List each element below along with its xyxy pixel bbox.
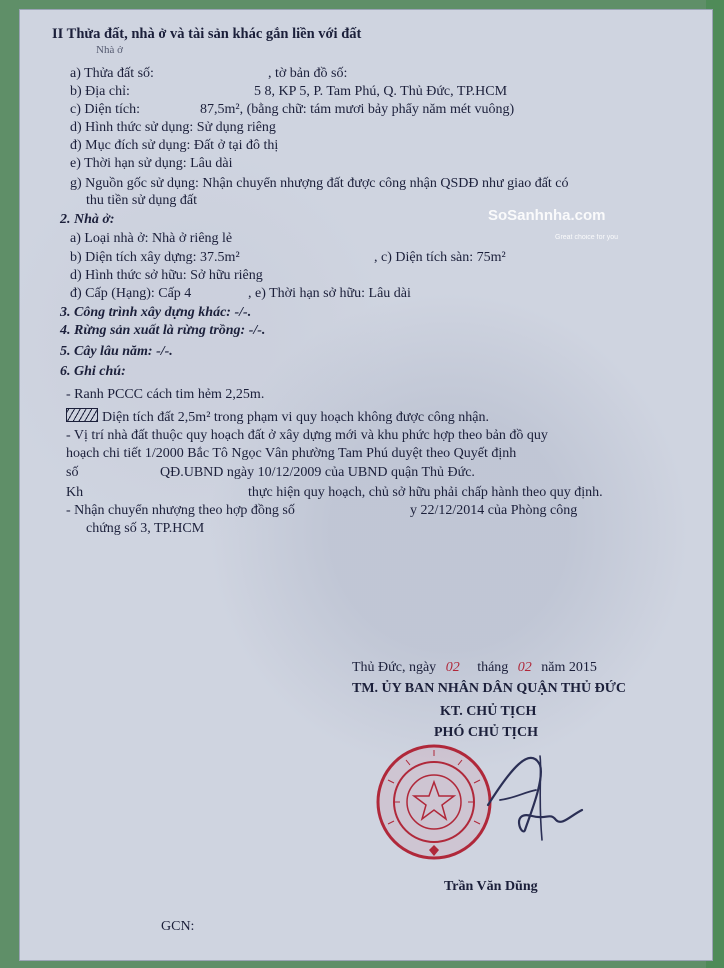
- signer-name: Trần Văn Dũng: [444, 879, 538, 894]
- signature-icon: [470, 750, 590, 845]
- use-term: e) Thời hạn sử dụng: Lâu dài: [70, 156, 233, 171]
- use-form: d) Hình thức sử dụng: Sử dụng riêng: [70, 120, 276, 135]
- section4: 4. Rừng sản xuất là rừng trồng: -/-.: [60, 323, 266, 338]
- date-prefix: Thủ Đức, ngày: [352, 660, 437, 675]
- note-4-line-1a: - Nhận chuyển nhượng theo hợp đồng số: [66, 503, 295, 518]
- note-2-row: [66, 408, 489, 426]
- section1-title: II Thửa đất, nhà ở và tài sản khác gắn liền với đất: [52, 26, 362, 42]
- signer-title-2: PHÓ CHỦ TỊCH: [434, 725, 538, 740]
- note-3-line-4a: Kh: [66, 485, 84, 500]
- note-4-line-1b: y 22/12/2014 của Phòng công: [410, 503, 578, 518]
- note-4-line-2: chứng số 3, TP.HCM: [86, 521, 205, 536]
- note-3-line-3a: số: [66, 465, 79, 480]
- note-3-line-4b: thực hiện quy hoạch, chủ sở hữu phải chấp hành theo quy định.: [248, 485, 603, 500]
- section3: 3. Công trình xây dựng khác: -/-.: [60, 305, 252, 320]
- floor-area: , c) Diện tích sàn: 75m²: [374, 250, 506, 265]
- origin-line-2: thu tiền sử dụng đất: [86, 193, 198, 208]
- ownership-form: d) Hình thức sở hữu: Sở hữu riêng: [70, 268, 263, 283]
- handwritten-note: Nhà ở: [96, 44, 123, 56]
- section2-title: 2. Nhà ở:: [60, 212, 115, 227]
- ownership-term: , e) Thời hạn sở hữu: Lâu dài: [248, 286, 411, 301]
- address-label: b) Địa chỉ:: [70, 84, 130, 99]
- note-3-line-2: hoạch chi tiết 1/2000 Bắc Tô Ngọc Vân phường Tam Phú duyệt theo Quyết định: [66, 446, 517, 461]
- address-value: 5 8, KP 5, P. Tam Phú, Q. Thủ Đức, TP.HCM: [254, 84, 508, 99]
- watermark-tagline: Great choice for you: [555, 234, 619, 241]
- area-label: c) Diện tích:: [70, 102, 140, 117]
- hatch-pattern-icon: [66, 408, 98, 422]
- date-year: năm 2015: [541, 660, 597, 675]
- note-1: - Ranh PCCC cách tim hẻm 2,25m.: [66, 387, 265, 402]
- gcn-label: GCN:: [161, 919, 195, 934]
- date-day: 02: [445, 660, 460, 675]
- date-month: 02: [517, 660, 532, 675]
- section6-title: 6. Ghi chú:: [60, 364, 126, 379]
- date-month-label: tháng: [477, 660, 509, 675]
- note-2: Diện tích đất 2,5m² trong phạm vi quy hoạch không được công nhận.: [102, 410, 490, 425]
- map-sheet-label: , tờ bản đồ số:: [268, 66, 348, 81]
- use-purpose: đ) Mục đích sử dụng: Đất ở tại đô thị: [70, 138, 279, 153]
- signing-org: TM. ỦY BAN NHÂN DÂN QUẬN THỦ ĐỨC: [352, 681, 627, 696]
- origin-line-1: g) Nguồn gốc sử dụng: Nhận chuyển nhượng đất được công nhận QSDĐ như giao đất có: [70, 176, 569, 191]
- build-area: b) Diện tích xây dựng: 37.5m²: [70, 250, 240, 265]
- house-type: a) Loại nhà ở: Nhà ở riêng lẻ: [70, 231, 233, 246]
- house-grade: đ) Cấp (Hạng): Cấp 4: [70, 286, 192, 301]
- signer-title-1: KT. CHỦ TỊCH: [440, 704, 537, 719]
- parcel-number-label: a) Thửa đất số:: [70, 66, 154, 81]
- area-value: 87,5m², (bằng chữ: tám mươi bảy phẩy năm mét vuông): [200, 102, 515, 117]
- note-3-line-3b: QĐ.UBND ngày 10/12/2009 của UBND quận Thủ Đức.: [160, 465, 475, 480]
- signing-date: [352, 660, 597, 676]
- note-3-line-1: - Vị trí nhà đất thuộc quy hoạch đất ở xây dựng mới và khu phức hợp theo bản đồ quy: [66, 428, 548, 443]
- section5: 5. Cây lâu năm: -/-.: [60, 344, 173, 359]
- watermark-brand: SoSanhnha.com: [488, 207, 606, 224]
